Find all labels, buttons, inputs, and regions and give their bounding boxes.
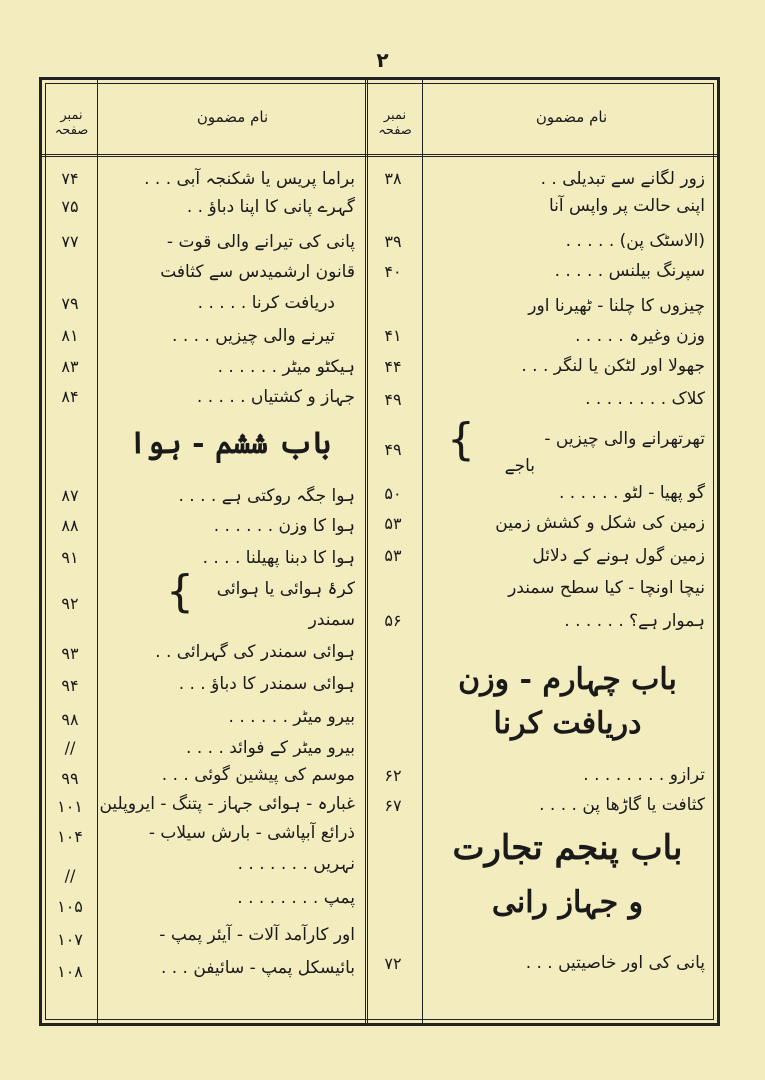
page-ref: ۶۲ — [384, 765, 402, 785]
chapter-heading: باب ششم - ہوا — [129, 426, 331, 461]
chapter-heading: باب پنجم تجارت — [452, 828, 683, 868]
page-ref: ۱۰۴ — [57, 826, 83, 846]
list-item: کثافت یا گاڑھا پن . . . . — [539, 795, 705, 815]
header-right-page-col: نمبر صفحہ — [378, 108, 412, 138]
list-item: ہوا کا دبنا پھیلنا . . . . — [202, 547, 355, 568]
page-ref: ۹۹ — [61, 768, 79, 788]
chapter-heading: باب چہارم - وزن — [458, 662, 677, 697]
list-item: زور لگانے سے تبدیلی . . — [540, 168, 705, 189]
list-item: زمین کی شکل و کشش زمین — [495, 513, 705, 533]
list-item: غبارہ - ہوائی جہاز - پتنگ - ایروپلین — [99, 793, 355, 814]
page-ref: ۵۳ — [384, 513, 402, 533]
list-item: ہوا کا وزن . . . . . . — [213, 515, 355, 536]
header-left-page-col: نمبر صفحہ — [54, 108, 89, 138]
page-ref: ۳۹ — [384, 231, 402, 251]
page-ref: ۹۴ — [61, 675, 79, 695]
list-item: اور کارآمد آلات - آیئر پمپ - — [159, 925, 355, 945]
list-item: سپرنگ بیلنس . . . . . — [554, 261, 705, 281]
page-ref: ۸۱ — [61, 325, 79, 345]
page-ref: ۵۰ — [384, 483, 402, 503]
page-ref: ۴۹ — [384, 389, 402, 409]
page-ref: // — [64, 865, 76, 885]
list-item: اپنی حالت پر واپس آنا — [548, 196, 705, 216]
list-item: کلاک . . . . . . . . — [585, 389, 705, 409]
page-ref: ۱۰۷ — [57, 929, 83, 949]
list-item: نہریں . . . . . . . — [237, 853, 355, 874]
list-item: کرۂ ہوائی یا ہوائی — [216, 578, 355, 599]
page-number: ۲ — [376, 48, 389, 72]
page-ref: ۸۸ — [61, 515, 79, 535]
list-item: وزن وغیرہ . . . . . — [575, 325, 705, 346]
page-ref: ۱۰۸ — [57, 961, 83, 981]
list-item: موسم کی پیشین گوئی . . . — [161, 765, 355, 785]
list-item: تھرتھرانے والی چیزیں - — [544, 428, 705, 449]
brace-mark: { — [166, 566, 194, 617]
page-ref: ۴۱ — [384, 325, 402, 345]
header-right-title-col: نام مضمون — [535, 108, 608, 126]
list-item: گہرے پانی کا اپنا دباؤ . . — [186, 196, 355, 217]
page-ref: ۷۷ — [61, 231, 79, 251]
list-item: ترازو . . . . . . . . — [583, 765, 705, 785]
list-item: جہاز و کشتیاں . . . . . — [196, 386, 355, 407]
list-item: ہوا جگہ روکتی ہے . . . . — [178, 485, 355, 506]
page-ref: ۵۳ — [384, 545, 402, 565]
list-item: ہیکٹو میٹر . . . . . . — [217, 356, 355, 377]
list-item: بائیسکل پمپ - سائیفن . . . — [160, 958, 355, 978]
list-item: پانی کی تیرانے والی قوت - — [166, 231, 355, 252]
list-item: پانی کی اور خاصیتیں . . . — [525, 953, 705, 973]
brace-mark: { — [447, 414, 475, 465]
page-ref: ۷۲ — [384, 953, 402, 973]
list-item: ذرائع آبپاشی - بارش سیلاب - — [148, 823, 355, 843]
page-ref: ۴۹ — [384, 439, 402, 459]
page-ref: ۹۳ — [61, 643, 79, 663]
list-item: سمندر — [308, 610, 355, 630]
list-item: باجے — [504, 455, 535, 476]
page-ref: ۸۴ — [61, 386, 79, 406]
page-ref: ۷۵ — [61, 196, 79, 216]
chapter-heading: و جہاز رانی — [491, 885, 644, 920]
list-item: (الاسٹک پن) . . . . . — [565, 231, 705, 251]
list-item: پمپ . . . . . . . . — [237, 888, 355, 908]
header-left-title-col: نام مضمون — [196, 108, 269, 126]
page-ref: ۹۸ — [61, 709, 79, 729]
divider-left-page-col — [97, 80, 98, 1023]
list-item: جھولا اور لٹکن یا لنگر . . . — [521, 356, 705, 376]
list-item: براما پریس یا شکنجہ آبی . . . — [144, 168, 355, 189]
page-ref: ۴۴ — [384, 356, 402, 376]
page-ref: ۳۸ — [384, 168, 402, 188]
page-ref: ۹۲ — [61, 593, 79, 613]
page-ref: ۱۰۱ — [57, 796, 83, 816]
list-item: دریافت کرنا . . . . . — [197, 293, 335, 313]
list-item: گو پھیا - لٹو . . . . . . — [558, 483, 705, 503]
page-ref: ۵۶ — [384, 610, 402, 630]
page-ref: ۹۱ — [61, 547, 79, 567]
list-item: قانون ارشمیدس سے کثافت — [160, 261, 355, 282]
list-item: بیرو میٹر کے فوائد . . . . — [186, 737, 355, 758]
page-ref: ۸۳ — [61, 356, 79, 376]
list-item: ہوائی سمندر کی گہرائی . . — [155, 641, 355, 662]
header-divider — [42, 154, 717, 157]
list-item: تیرنے والی چیزیں . . . . — [172, 325, 335, 346]
page-ref: ۸۷ — [61, 485, 79, 505]
divider-right-page-col — [422, 80, 423, 1023]
list-item: ہموار ہے؟ . . . . . . — [564, 610, 705, 631]
page-ref: ۷۴ — [61, 168, 79, 188]
page-ref: ۴۰ — [384, 261, 402, 281]
chapter-heading: دریافت کرنا — [493, 706, 642, 741]
list-item: بیرو میٹر . . . . . . — [228, 707, 355, 727]
list-item: نیچا اونچا - کیا سطح سمندر — [508, 578, 705, 598]
page-ref: // — [64, 737, 76, 757]
list-item: چیزوں کا چلنا - ٹھیرنا اور — [528, 296, 705, 316]
page-ref: ۷۹ — [61, 293, 79, 313]
page-ref: ۱۰۵ — [57, 896, 83, 916]
list-item: زمین گول ہونے کے دلائل — [532, 545, 705, 566]
list-item: ہوائی سمندر کا دباؤ . . . — [178, 673, 355, 694]
page-ref: ۶۷ — [384, 795, 402, 815]
